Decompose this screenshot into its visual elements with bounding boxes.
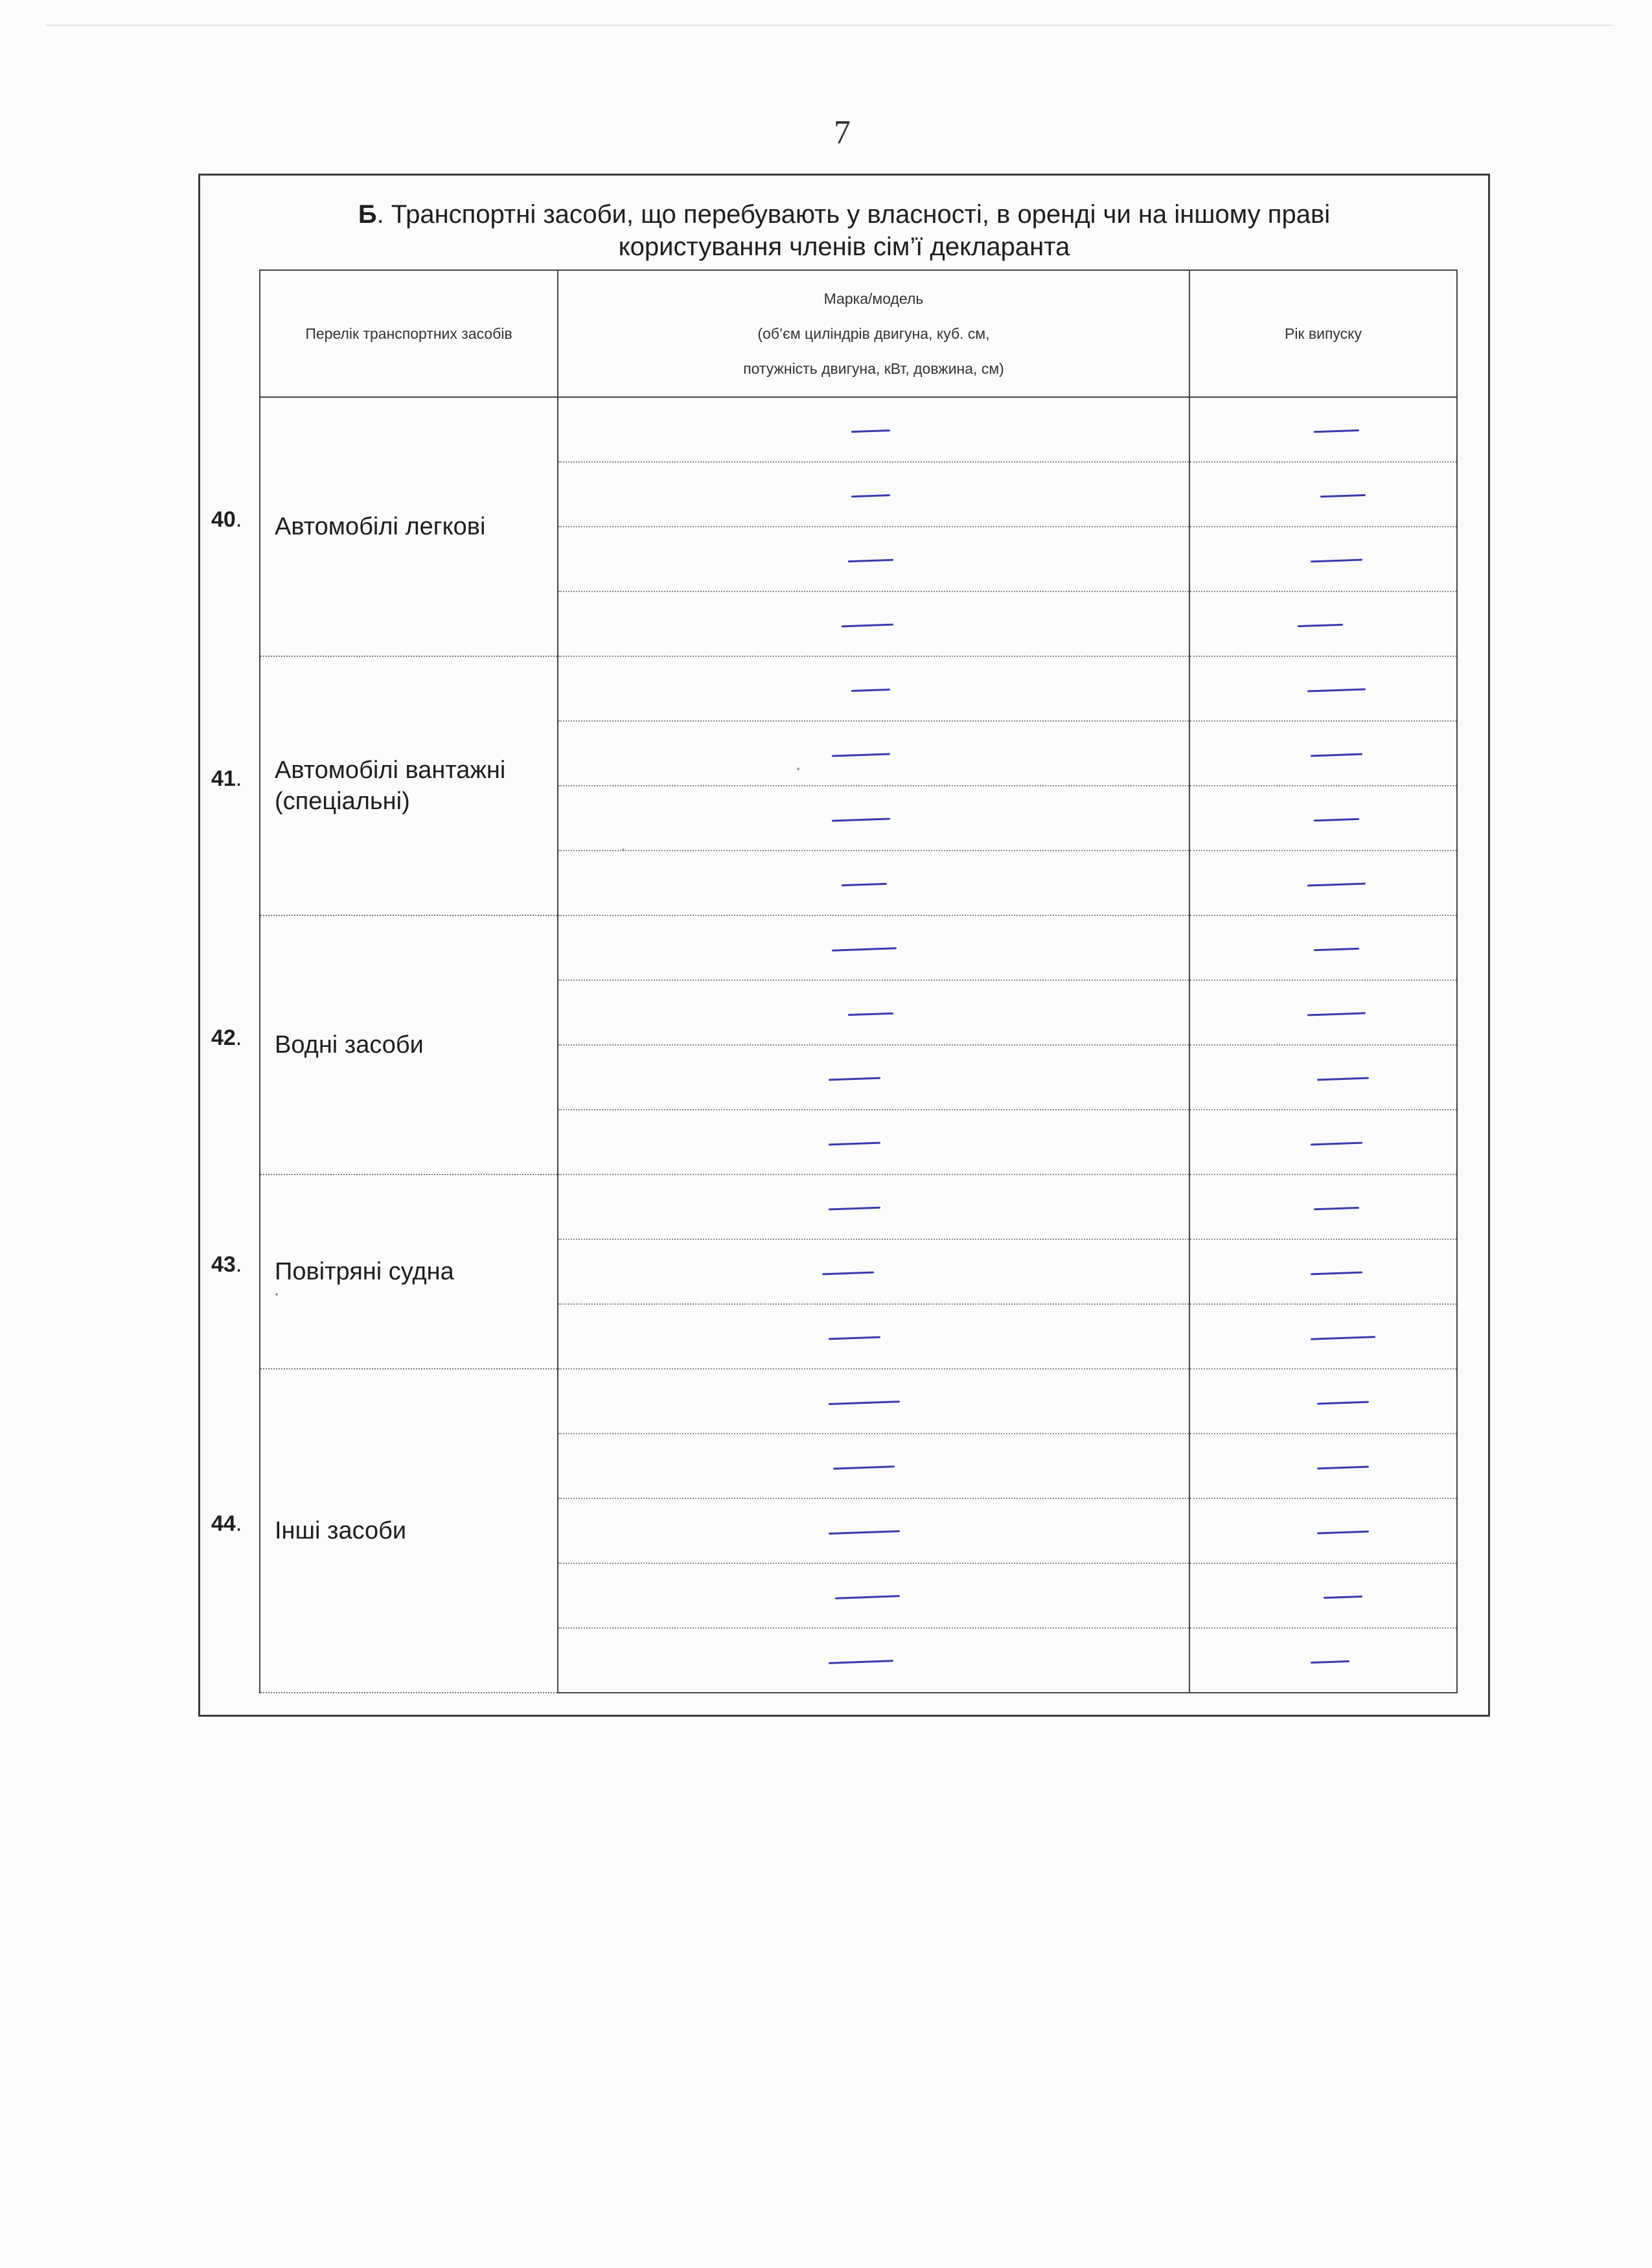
empty-mark [1316,1077,1368,1081]
empty-mark [1297,624,1342,627]
scan-speck [275,1293,278,1296]
header-make-model-line3: потужність двигуна, кВт, довжина, см) [743,360,1004,377]
header-make-model-line1: Марка/модель [823,290,924,307]
header-vehicle-list: Перелік транспортних засобів [260,270,558,397]
make-model-cell[interactable] [558,1434,1189,1498]
make-model-cell[interactable] [558,915,1189,980]
make-model-cell[interactable] [558,656,1189,721]
empty-mark [828,1207,880,1211]
category-number-value: 41 [211,766,236,791]
empty-mark [834,1595,899,1599]
empty-mark [851,494,889,498]
header-make-model [558,270,1189,397]
vehicles-table [259,269,1458,1693]
empty-mark [828,1401,899,1405]
empty-mark [833,1465,895,1469]
make-model-cell[interactable] [558,527,1189,591]
empty-mark [1310,753,1362,757]
make-model-cell[interactable] [558,1110,1189,1174]
category-number-dot: . [235,1511,242,1536]
make-model-cell[interactable] [558,1563,1189,1628]
empty-mark [851,689,889,692]
category-number-dot: . [235,507,242,532]
year-cell[interactable] [1189,527,1457,591]
empty-mark [1313,818,1359,821]
make-model-cell[interactable] [558,1045,1189,1110]
empty-mark [1307,688,1365,692]
year-cell[interactable] [1189,721,1457,786]
section-title [198,198,1490,263]
empty-mark [1316,1466,1368,1470]
year-cell[interactable] [1189,980,1457,1045]
category-label: Автомобілі легкові [260,397,558,656]
make-model-cell[interactable] [558,1628,1189,1693]
empty-mark [1320,494,1365,498]
empty-mark [828,1336,880,1340]
year-cell[interactable] [1189,656,1457,721]
category-number [211,1511,257,1537]
year-cell[interactable] [1189,397,1457,462]
section-title-line2: користування членів сім’ї декларанта [618,233,1070,261]
empty-mark [1310,1142,1362,1146]
make-model-cell[interactable] [558,851,1189,915]
make-model-cell[interactable] [558,1304,1189,1369]
category-number [211,766,257,792]
category-number-dot: . [235,1025,242,1050]
table-row [260,1174,1457,1239]
empty-mark [831,753,889,757]
empty-mark [828,1077,880,1081]
scan-speck [622,849,625,851]
year-cell[interactable] [1189,1110,1457,1174]
category-number [211,507,257,533]
empty-mark [831,818,889,821]
category-label: Водні засоби [260,915,558,1174]
make-model-cell[interactable] [558,397,1189,462]
empty-mark [847,559,893,562]
scan-speck [797,768,799,770]
category-number-dot: . [235,766,242,791]
make-model-cell[interactable] [558,1498,1189,1563]
year-cell[interactable] [1189,1174,1457,1239]
make-model-cell[interactable] [558,462,1189,527]
year-cell[interactable] [1189,1498,1457,1563]
empty-mark [1310,1336,1375,1340]
category-number-dot: . [235,1252,242,1277]
year-cell[interactable] [1189,1563,1457,1628]
table-body [260,397,1457,1693]
empty-mark [851,430,889,433]
empty-mark [841,883,886,886]
table-row [260,397,1457,462]
empty-mark [821,1272,873,1276]
category-label: Повітряні судна [260,1174,558,1369]
make-model-cell[interactable] [558,591,1189,656]
year-cell[interactable] [1189,1369,1457,1434]
empty-mark [1310,559,1362,563]
header-year: Рік випуску [1189,270,1457,397]
year-cell[interactable] [1189,591,1457,656]
category-label: Автомобілі вантажні (спеціальні) [260,656,558,915]
make-model-cell[interactable] [558,721,1189,786]
category-label: Інші засоби [260,1369,558,1693]
section-title-line1: . Транспортні засоби, що перебувають у власності, в оренді чи на іншому праві [376,200,1331,229]
section-letter: Б [358,200,377,229]
empty-mark [1313,1207,1359,1210]
make-model-cell[interactable] [558,1239,1189,1304]
scan-page-edge [45,25,1613,26]
empty-mark [1316,1531,1368,1535]
empty-mark [828,1660,893,1664]
empty-mark [828,1530,899,1535]
table-row [260,915,1457,980]
category-number-value: 44 [211,1511,236,1536]
category-number [211,1025,257,1051]
year-cell[interactable] [1189,1304,1457,1369]
empty-mark [828,1142,880,1146]
make-model-cell[interactable] [558,980,1189,1045]
table-row [260,656,1457,721]
make-model-cell[interactable] [558,1369,1189,1434]
year-cell[interactable] [1189,851,1457,915]
year-cell[interactable] [1189,1045,1457,1110]
empty-mark [847,1013,893,1016]
year-cell[interactable] [1189,1239,1457,1304]
table-row [260,1369,1457,1434]
category-number-value: 40 [211,507,236,532]
year-cell[interactable] [1189,786,1457,851]
empty-mark [1313,430,1359,433]
year-cell[interactable] [1189,1628,1457,1693]
empty-mark [1307,882,1365,886]
empty-mark [1307,1012,1365,1016]
page-number: 7 [834,114,851,151]
empty-mark [1316,1401,1368,1405]
category-number-value: 42 [211,1025,236,1050]
empty-mark [1310,1660,1349,1664]
make-model-cell[interactable] [558,1174,1189,1239]
empty-mark [1323,1596,1362,1599]
category-number-value: 43 [211,1252,236,1277]
empty-mark [841,624,893,628]
category-number [211,1252,257,1277]
year-cell[interactable] [1189,915,1457,980]
table-header-row [260,270,1457,397]
year-cell[interactable] [1189,462,1457,527]
header-make-model-line2: (об’єм циліндрів двигуна, куб. см, [757,325,990,342]
empty-mark [1310,1272,1362,1276]
empty-mark [831,947,896,951]
year-cell[interactable] [1189,1434,1457,1498]
empty-mark [1313,948,1359,951]
make-model-cell[interactable] [558,786,1189,851]
